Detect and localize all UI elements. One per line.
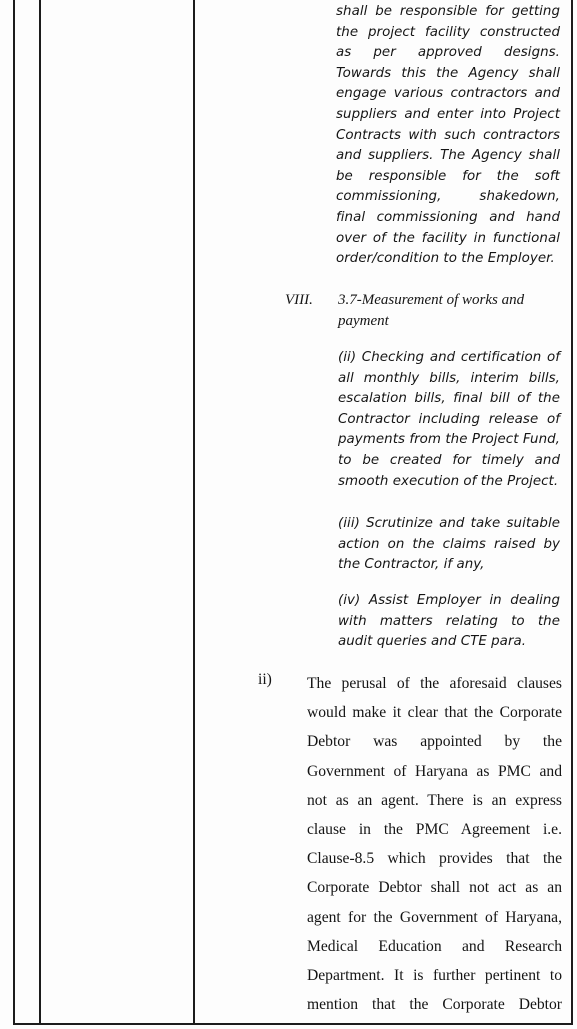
text-line: Towards this the Agency shall	[336, 65, 560, 81]
clause-ii-paragraph	[338, 348, 560, 492]
text-line: Government of Haryana as PMC and	[307, 762, 562, 780]
text-line: with matters relating to the	[338, 613, 560, 629]
section-heading	[338, 290, 560, 331]
text-line: escalation bills, final bill of the	[338, 391, 560, 407]
text-line: Contractor including release of	[338, 411, 560, 427]
text-line: mention that the Corporate Debtor	[307, 996, 562, 1014]
text-line: final commissioning and hand	[336, 209, 560, 225]
text-line: Corporate Debtor shall not act as an	[307, 879, 562, 897]
point-ii-paragraph	[307, 669, 562, 1019]
clause-iii-paragraph	[338, 514, 560, 576]
text-line: suppliers and enter into Project	[336, 106, 560, 122]
text-line: smooth execution of the Project.	[338, 473, 559, 489]
text-line: shall be responsible for getting	[336, 4, 560, 19]
text-line: the project facility constructed	[336, 24, 560, 40]
text-line: The perusal of the aforesaid clauses	[307, 675, 562, 692]
text-line: the Contractor, if any,	[338, 557, 485, 573]
text-line: Contracts with such contractors	[336, 127, 560, 143]
clause-iv-paragraph	[338, 591, 560, 653]
text-line: would make it clear that the Corporate	[307, 704, 562, 722]
text-line: (iv) Assist Employer in dealing	[338, 593, 560, 608]
table-border-right	[571, 0, 573, 1025]
text-line: to be created for timely and	[338, 452, 560, 468]
text-line: agent for the Government of Haryana,	[307, 908, 562, 926]
section-heading-line: 3.7-Measurement of works and	[338, 292, 525, 308]
text-line: over of the facility in functional	[336, 230, 560, 246]
table-border-col2	[193, 0, 195, 1025]
table-border-left	[13, 0, 15, 1025]
section-numeral: VIII.	[285, 292, 313, 308]
text-line: action on the claims raised by	[338, 536, 560, 552]
agency-responsibility-paragraph	[336, 2, 560, 270]
table-border-bottom	[13, 1023, 573, 1025]
text-line: (ii) Checking and certification of	[338, 350, 560, 365]
text-line: Debtor was appointed by the	[307, 733, 562, 751]
text-line: and suppliers. The Agency shall	[336, 148, 560, 164]
text-line: (iii) Scrutinize and take suitable	[338, 516, 560, 531]
text-line: be responsible for the soft	[336, 168, 560, 184]
section-heading-line: payment	[338, 312, 389, 329]
text-line: Medical Education and Research	[307, 937, 562, 955]
table-border-col1	[39, 0, 41, 1025]
text-line: Clause-8.5 which provides that the	[307, 850, 562, 868]
text-line: engage various contractors and	[336, 86, 560, 102]
text-line: payments from the Project Fund,	[338, 432, 560, 448]
text-line: audit queries and CTE para.	[338, 634, 527, 650]
text-line: commissioning, shakedown,	[336, 189, 560, 205]
text-line: clause in the PMC Agreement i.e.	[307, 821, 562, 839]
text-line: order/condition to the Employer.	[336, 251, 555, 267]
text-line: Department. It is further pertinent to	[307, 967, 562, 985]
text-line: as per approved designs.	[336, 45, 560, 61]
point-label: ii)	[258, 671, 272, 688]
text-line: all monthly bills, interim bills,	[338, 370, 560, 386]
text-line: not as an agent. There is an express	[307, 791, 562, 809]
